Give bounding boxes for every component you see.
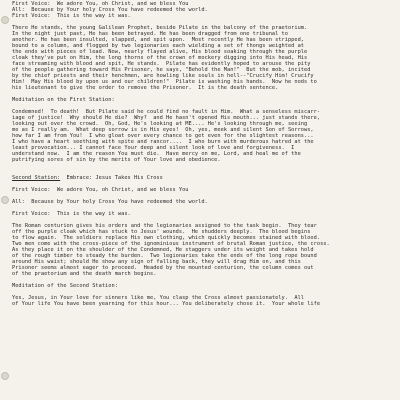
text-line: off the purple cloak which has stuck to Jesus' wounds. He shudders deeply. The blood begins <box>12 229 311 235</box>
text-line: face streaming with blood and spit, He stands. Pilate has evidently hoped to arouse the pity <box>12 61 311 67</box>
text-line: First Voice: We adore You, oh Christ, and we bless You <box>12 187 189 193</box>
binder-hole <box>1 16 9 24</box>
text-line: of the people gathering toward His Prisoner, he says, "Behold the Man!" But the mob, incited <box>12 67 311 73</box>
binder-holes <box>1 0 9 400</box>
text-line: around His waist; should He show any sign of falling back, they will drag Him on, and this <box>12 259 301 265</box>
text-line: Meditation of the Second Station: <box>12 283 118 289</box>
text-line: I who have a heart seething with spite and rancor.... I who burn with murderous hatred at the <box>12 139 314 145</box>
text-line: to flow again. The soldiers replace His own clothing, which quickly becomes stained with blood. <box>12 235 321 241</box>
text-line: cloak they've put on Him, the long thorns of the crown of mockery digging into His head, His <box>12 55 308 61</box>
text-line: how far I am from You! I who gloat over every chance to get even for the slightest reasons... <box>12 133 314 139</box>
text-line: Meditation on the First Station: <box>12 97 115 103</box>
text-line: looking out over the crowd. Oh, God, He's looking at ME.... He's looking through me, seeing <box>12 121 308 127</box>
text-line: Condemned! To death! But Pilate said he could find no fault in Him. What a senseless miscarr- <box>12 109 321 115</box>
text-line: putrifying sores of sin by the merits of Your love and obedience. <box>12 157 221 163</box>
text-line: The Roman centurion gives his orders and the legionaries assigned to the task begin. They tear <box>12 223 317 229</box>
binder-hole <box>1 196 9 204</box>
text-line: me as I really am. What deep sorrow is in His eyes! Oh, yes, meek and silent Son of Sorrows, <box>12 127 314 133</box>
text-line: First Voice: This is the way it was. <box>12 211 131 217</box>
text-line: least provocation... I cannot face Your deep and silent look of love and forgiveness. I <box>12 145 295 151</box>
text-line: In the night just past, He has been betrayed. He has been dragged from one tribunal to <box>12 31 288 37</box>
text-line: Yes, Jesus, in Your love for sinners like me, You clasp the Cross almost passionately. All <box>12 295 305 301</box>
text-line: All: Because by Your holy Cross You have redeemed the world. <box>12 7 208 13</box>
text-line: First Voice: We adore You, oh Christ, and we bless You <box>12 1 189 7</box>
text-line: All: Because by Your holy Cross You have redeemed the world. <box>12 199 208 205</box>
text-line: another. He has been insulted, slapped, and spit upon. Most recently He has been stripped, <box>12 37 305 43</box>
text-line: of the praetorium and the death march begins. <box>12 271 157 277</box>
text-line: his lieutenant to give the order to remove the Prisoner. It is the death sentence. <box>12 85 279 91</box>
text-line: of the rough timber to steady the burden. Two legionaries take the ends of the long rope bound <box>12 253 317 259</box>
text-line: Prisoner seems almost eager to proceed. Headed by the mounted centurion, the column comes out <box>12 265 314 271</box>
typed-text-body <box>12 1 396 307</box>
text-line: understand now. I am the reason You must die. Have mercy on me, Lord, and heal me of the <box>12 151 301 157</box>
station-heading-title: Embrace: Jesus Takes His Cross <box>60 175 163 181</box>
text-line: of Your life You have been yearning for this hour... You deliberately chose it. Your whole life <box>12 301 321 307</box>
text-line: iage of justice! Why should He die? Why? and He hasn't opened His mouth... just stands there, <box>12 115 321 121</box>
text-line: There He stands, the young Galilean Prophet, beside Pilate in the balcony of the praetorium. <box>12 25 308 31</box>
text-line: Him! May His blood by upon us and our children!" Pilate is washing his hands. Now he nods to <box>12 79 317 85</box>
text-line: Two men come with the cross-piece of the ignominious instrument of brutal Roman justice, the cross. <box>12 241 330 247</box>
text-line: by the chief priests and their henchmen, are howling like souls in hell--"Crucify Him! Crucify <box>12 73 314 79</box>
text-line: the ends with pieces of lead. Now, nearly flayed alive, His blood soaking through the purple <box>12 49 308 55</box>
text-line: First Voice: This is the way it was. <box>12 13 131 19</box>
binder-hole <box>1 372 9 380</box>
text-line: bound to a column, and flogged by two legionaries each wielding a set of thongs weighted at <box>12 43 305 49</box>
text-line: As they place it on the shoulder of the Condemned, He staggers under its weight and takes hold <box>12 247 314 253</box>
station-heading-label: Second Station: <box>12 175 61 181</box>
